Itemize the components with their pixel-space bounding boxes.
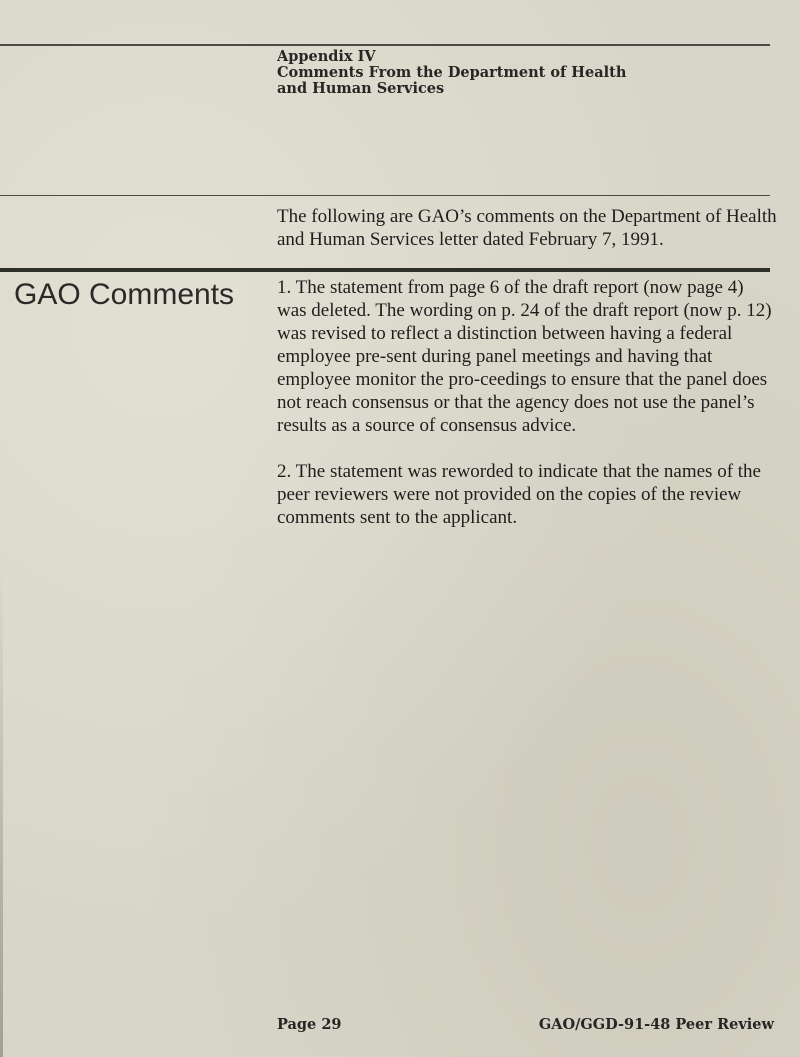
page-edge-shadow xyxy=(0,560,3,1057)
section-heading: GAO Comments xyxy=(14,278,235,311)
comments-list xyxy=(277,276,777,552)
appendix-title-line-2: and Human Services xyxy=(277,80,445,97)
heading-rule xyxy=(0,268,770,272)
appendix-label: Appendix IV xyxy=(277,48,376,65)
page-number: Page 29 xyxy=(277,1016,342,1033)
top-rule xyxy=(0,44,770,46)
section-rule xyxy=(0,195,770,196)
comment-2: 2. The statement was reworded to indicate that the names of the peer reviewers were not provided on the copies of the review comments sent to the applicant. xyxy=(277,461,761,528)
comment-1: 1. The statement from page 6 of the draft report (now page 4) was deleted. The wording on p. 24 of the draft report (now p. 12) was revised to reflect a distinction between having a federal employee pre-sent during panel meetings and having that employee monitor the pro-ceedings to ensure that the panel does not reach consensus or that the agency does not use the panel’s results as a source of consensus advice. xyxy=(277,277,772,436)
intro-paragraph: The following are GAO’s comments on the Department of Health and Human Services letter dated February 7, 1991. xyxy=(277,206,777,250)
appendix-title-line-1: Comments From the Department of Health xyxy=(277,64,627,81)
document-id: GAO/GGD-91-48 Peer Review xyxy=(538,1016,774,1033)
page-header xyxy=(277,49,757,97)
